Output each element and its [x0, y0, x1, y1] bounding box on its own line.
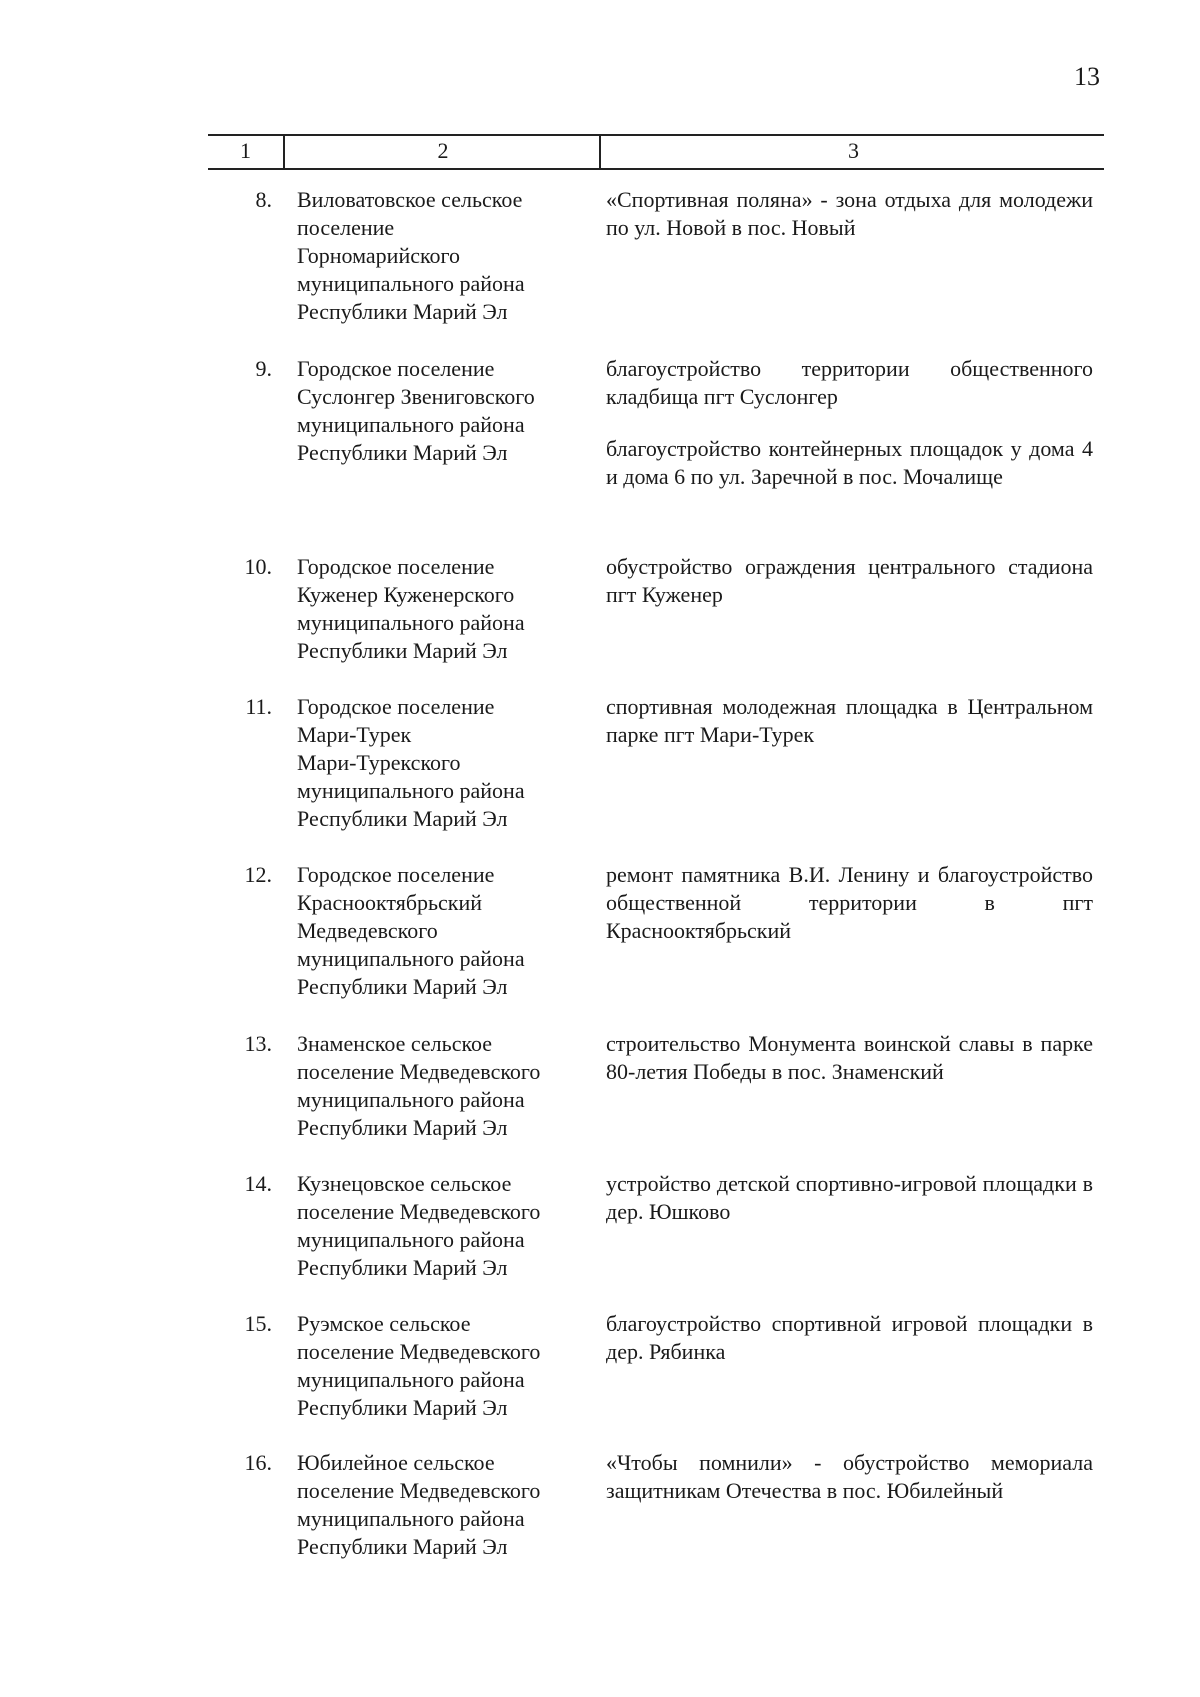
row-number: 16.: [244, 1450, 272, 1475]
project-list: [606, 693, 1093, 749]
row-number: 10.: [244, 554, 272, 579]
settlement-name: Знаменское сельское поселение Медведевского муниципального района Республики Марий Эл: [297, 1031, 541, 1140]
row-number: 12.: [244, 862, 272, 887]
settlement-name: Городское поселение Куженер Куженерского муниципального района Республики Марий Эл: [297, 554, 525, 663]
settlement-name: Юбилейное сельское поселение Медведевского муниципального района Республики Марий Эл: [297, 1450, 541, 1559]
project-description: ремонт памятника В.И. Ленину и благоустройство общественной территории в пгт Краснооктябрьский: [606, 862, 1093, 943]
project-list: [606, 186, 1093, 242]
settlement-name: Городское поселение Суслонгер Звениговского муниципального района Республики Марий Эл: [297, 356, 535, 465]
project-description: устройство детской спортивно-игровой площадки в дер. Юшково: [606, 1171, 1093, 1224]
settlement-name: Руэмское сельское поселение Медведевского муниципального района Республики Марий Эл: [297, 1311, 541, 1420]
header-col-1: 1: [240, 138, 251, 163]
row-number: 11.: [245, 694, 272, 719]
row-number: 9.: [255, 356, 272, 381]
project-description: обустройство ограждения центрального стадиона пгт Куженер: [606, 554, 1093, 607]
settlement-name: Виловатовское сельское поселение Горномарийского муниципального района Республики Марий Эл: [297, 187, 525, 324]
row-number: 15.: [244, 1311, 272, 1336]
project-description: благоустройство контейнерных площадок у дома 4 и дома 6 по ул. Заречной в пос. Мочалище: [606, 436, 1093, 489]
row-number: 8.: [255, 187, 272, 212]
project-list: [606, 355, 1093, 491]
project-list: [606, 861, 1093, 945]
project-description: «Чтобы помнили» - обустройство мемориала защитникам Отечества в пос. Юбилейный: [606, 1450, 1093, 1503]
project-list: [606, 553, 1093, 609]
page-number: 13: [1074, 62, 1100, 91]
project-description: строительство Монумента воинской славы в парке 80-летия Победы в пос. Знаменский: [606, 1031, 1093, 1084]
project-description: «Спортивная поляна» - зона отдыха для молодежи по ул. Новой в пос. Новый: [606, 187, 1093, 240]
settlement-name: Городское поселение Краснооктябрьский Медведевского муниципального района Республики Марий Эл: [297, 862, 525, 999]
project-list: [606, 1449, 1093, 1505]
header-col-3: 3: [599, 136, 1106, 168]
settlement-name: Городское поселение Мари-Турек Мари-Турекского муниципального района Республики Марий Эл: [297, 694, 525, 831]
row-number: 14.: [244, 1171, 272, 1196]
header-col-2: 2: [283, 136, 601, 168]
project-description: спортивная молодежная площадка в Центральном парке пгт Мари-Турек: [606, 694, 1093, 747]
project-description: благоустройство спортивной игровой площадки в дер. Рябинка: [606, 1311, 1093, 1364]
settlement-name: Кузнецовское сельское поселение Медведевского муниципального района Республики Марий Эл: [297, 1171, 541, 1280]
row-number: 13.: [244, 1031, 272, 1056]
project-list: [606, 1030, 1093, 1086]
project-list: [606, 1170, 1093, 1226]
project-list: [606, 1310, 1093, 1366]
project-description: благоустройство территории общественного кладбища пгт Суслонгер: [606, 356, 1093, 409]
